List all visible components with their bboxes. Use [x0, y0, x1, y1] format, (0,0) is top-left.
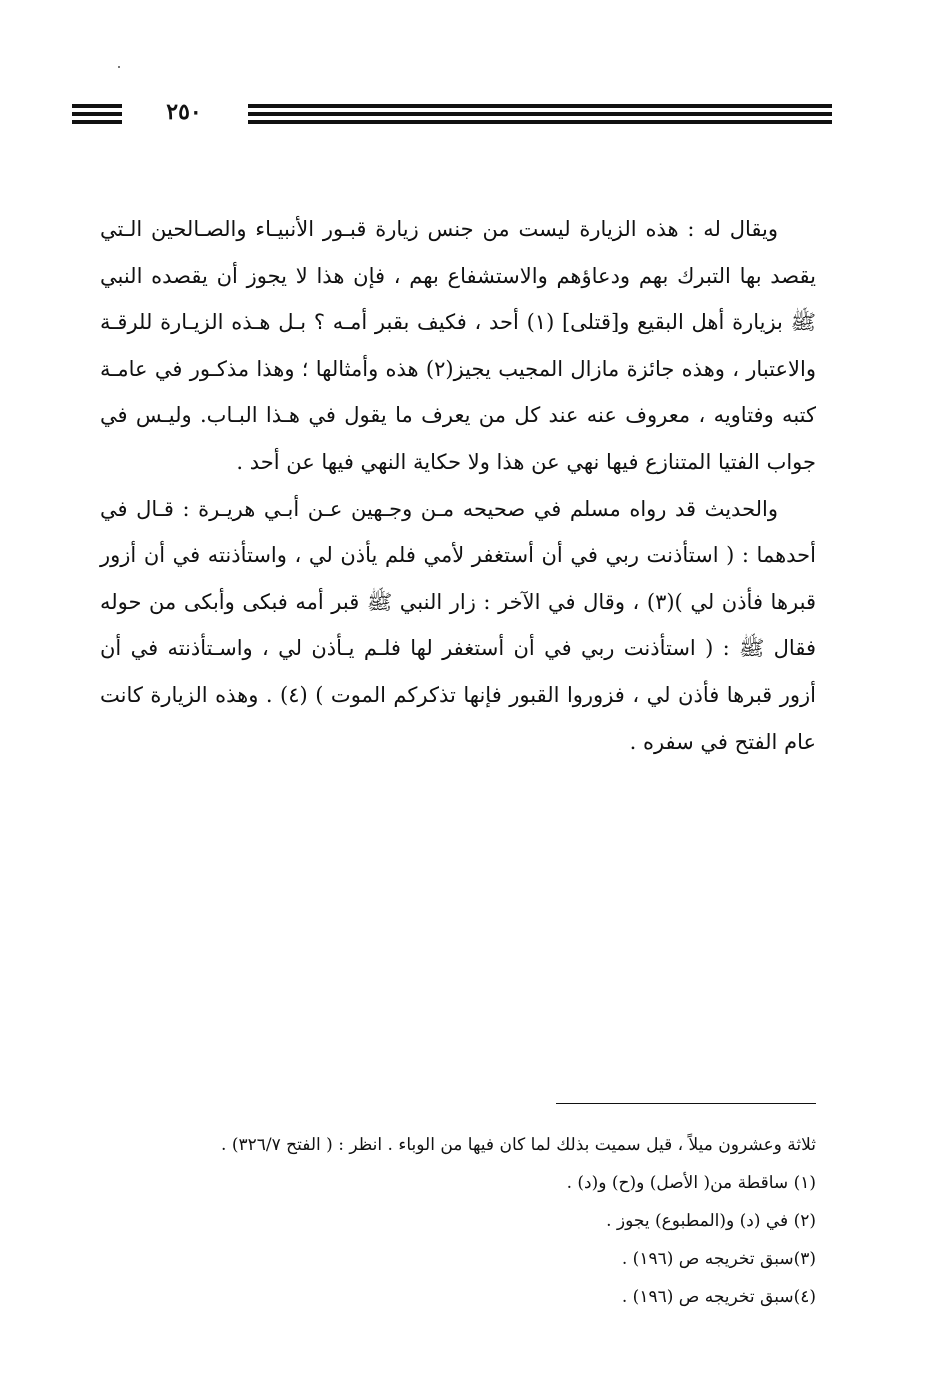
paragraph: ويقال له : هذه الزيارة ليست من جنس زيارة قبـور الأنبيـاء والصـالحين الـتي يقصد بها التبرك بهم ودعاؤهم والاستشفاع بهم ، فإن هذا لا يجوز أن يقصده النبي ﷺ بزيارة أهل البقيع و[قتلى] (١) أحد ، فكيف بقبر أمـه ؟ بـل هـذه الزيـارة للرقـة والاعتبار ، وهذه جائزة مازال المجيب يجيز(٢) هذه وأمثالها ؛ وهذا مذكـور في عامـة كتبه وفتاويه ، معروف عنه عند كل من يعرف ما يقول في هـذا البـاب. وليـس في جواب الفتيا المتنازع فيها نهي عن هذا ولا حكاية النهي فيها عن أحد .: [100, 217, 816, 474]
footnote: (١) ساقطة من( الأصل) و(ح) و(د) .: [566, 1173, 816, 1193]
footnotes: [100, 1126, 816, 1316]
scan-speck: [118, 66, 120, 68]
paragraph: والحديث قد رواه مسلم في صحيحه مـن وجـهين عـن أبـي هريـرة : قـال في أحدهما : ( استأذنت ربي في أن أستغفر لأمي فلم يأذن لي ، واستأذنته في أن أزور قبرها فأذن لي )(٣) ، وقال في الآخر : زار النبي ﷺ قبر أمه فبكى وأبكى من حوله فقال ﷺ : ( استأذنت ربي في أن أستغفر لها فلـم يـأذن لي ، واسـتأذنته في أن أزور قبرها فأذن لي ، فزوروا القبور فإنها تذكركم الموت ) (٤) . وهذه الزيارة كانت عام الفتح في سفره .: [100, 496, 816, 754]
page-header: [72, 96, 832, 130]
header-rule-left: [72, 104, 122, 128]
main-text: [100, 206, 816, 765]
footnote: (٤)سبق تخريجه ص (١٩٦) .: [621, 1287, 816, 1307]
header-rule-right: [248, 104, 832, 128]
footnote-separator: [556, 1103, 816, 1104]
footnote-continuation: ثلاثة وعشرون ميلاً ، قيل سميت بذلك لما كان فيها من الوباء . انظر : ( الفتح ٣٢٦/٧) .: [221, 1135, 816, 1155]
page-number: ٢٥٠: [166, 99, 202, 125]
footnote: (٣)سبق تخريجه ص (١٩٦) .: [621, 1249, 816, 1269]
footnote: (٢) في (د) و(المطبوع) يجوز .: [606, 1211, 816, 1231]
